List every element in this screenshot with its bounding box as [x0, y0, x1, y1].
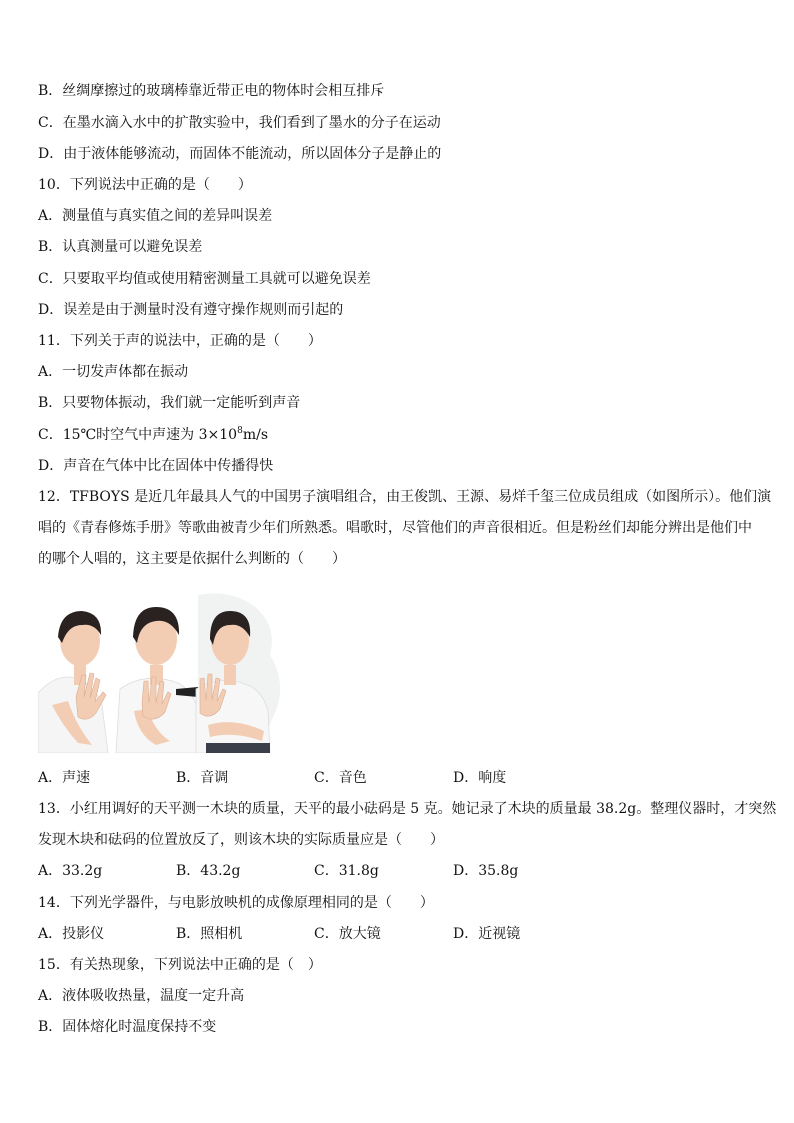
q11-option-c-exponent: 8 [237, 426, 243, 436]
q10-option-a: A．测量值与真实值之间的差异叫误差 [38, 208, 273, 224]
q13-stem-line-1: 13．小红用调好的天平测一木块的质量，天平的最小砝码是 5 克。她记录了木块的质量最 38.2g。整理仪器时，才突然 [38, 801, 777, 817]
q10-option-b: B．认真测量可以避免误差 [38, 239, 203, 255]
q13-option-c: C．31.8g [314, 863, 379, 879]
q14-option-b: B．照相机 [176, 926, 243, 942]
q10-stem: 10．下列说法中正确的是（ ） [38, 177, 252, 193]
q15-stem: 15．有关热现象，下列说法中正确的是（ ） [38, 957, 322, 973]
q9-option-b: B．丝绸摩擦过的玻璃棒靠近带正电的物体时会相互排斥 [38, 83, 385, 99]
q11-option-c-unit: m/s [242, 427, 269, 443]
tfboys-photo [38, 585, 294, 753]
q12-option-d: D．响度 [453, 770, 507, 786]
q13-option-a: A．33.2g [38, 863, 103, 879]
q10-option-d: D．误差是由于测量时没有遵守操作规则而引起的 [38, 302, 344, 318]
q14-stem: 14．下列光学器件，与电影放映机的成像原理相同的是（ ） [38, 895, 434, 911]
q9-option-d: D．由于液体能够流动，而固体不能流动，所以固体分子是静止的 [38, 146, 442, 162]
tfboys-photo-illustration [38, 585, 294, 753]
q12-stem-line-2: 唱的《青春修炼手册》等歌曲被青少年们所熟悉。唱歌时，尽管他们的声音很相近。但是粉丝们却能分辨出是他们中 [38, 520, 752, 536]
q15-option-a: A．液体吸收热量，温度一定升高 [38, 988, 245, 1004]
q12-option-b: B．音调 [176, 770, 229, 786]
q11-stem: 11．下列关于声的说法中，正确的是（ ） [38, 333, 322, 349]
q13-option-d: D．35.8g [453, 863, 519, 879]
q14-option-d: D．近视镜 [453, 926, 521, 942]
q11-option-c [38, 425, 268, 445]
q13-stem-line-2: 发现木块和砝码的位置放反了，则该木块的实际质量应是（ ） [38, 832, 444, 848]
q11-option-c-text: C．15℃时空气中声速为 3×10 [38, 427, 238, 443]
q14-option-c: C．放大镜 [314, 926, 381, 942]
q9-option-c: C．在墨水滴入水中的扩散实验中，我们看到了墨水的分子在运动 [38, 115, 441, 131]
q15-option-b: B．固体熔化时温度保持不变 [38, 1019, 217, 1035]
q11-option-b: B．只要物体振动，我们就一定能听到声音 [38, 395, 301, 411]
q12-option-a: A．声速 [38, 770, 91, 786]
q14-option-a: A．投影仪 [38, 926, 105, 942]
q12-stem-line-1: 12．TFBOYS 是近几年最具人气的中国男子演唱组合，由王俊凯、王源、易烊千玺三位成员组成（如图所示）。他们演 [38, 489, 772, 505]
q10-option-c: C．只要取平均值或使用精密测量工具就可以避免误差 [38, 271, 371, 287]
q12-option-c: C．音色 [314, 770, 367, 786]
q11-option-a: A．一切发声体都在振动 [38, 364, 189, 380]
q13-option-b: B．43.2g [176, 863, 241, 879]
q11-option-d: D．声音在气体中比在固体中传播得快 [38, 458, 274, 474]
q12-stem-line-3: 的哪个人唱的，这主要是依据什么判断的（ ） [38, 551, 346, 567]
